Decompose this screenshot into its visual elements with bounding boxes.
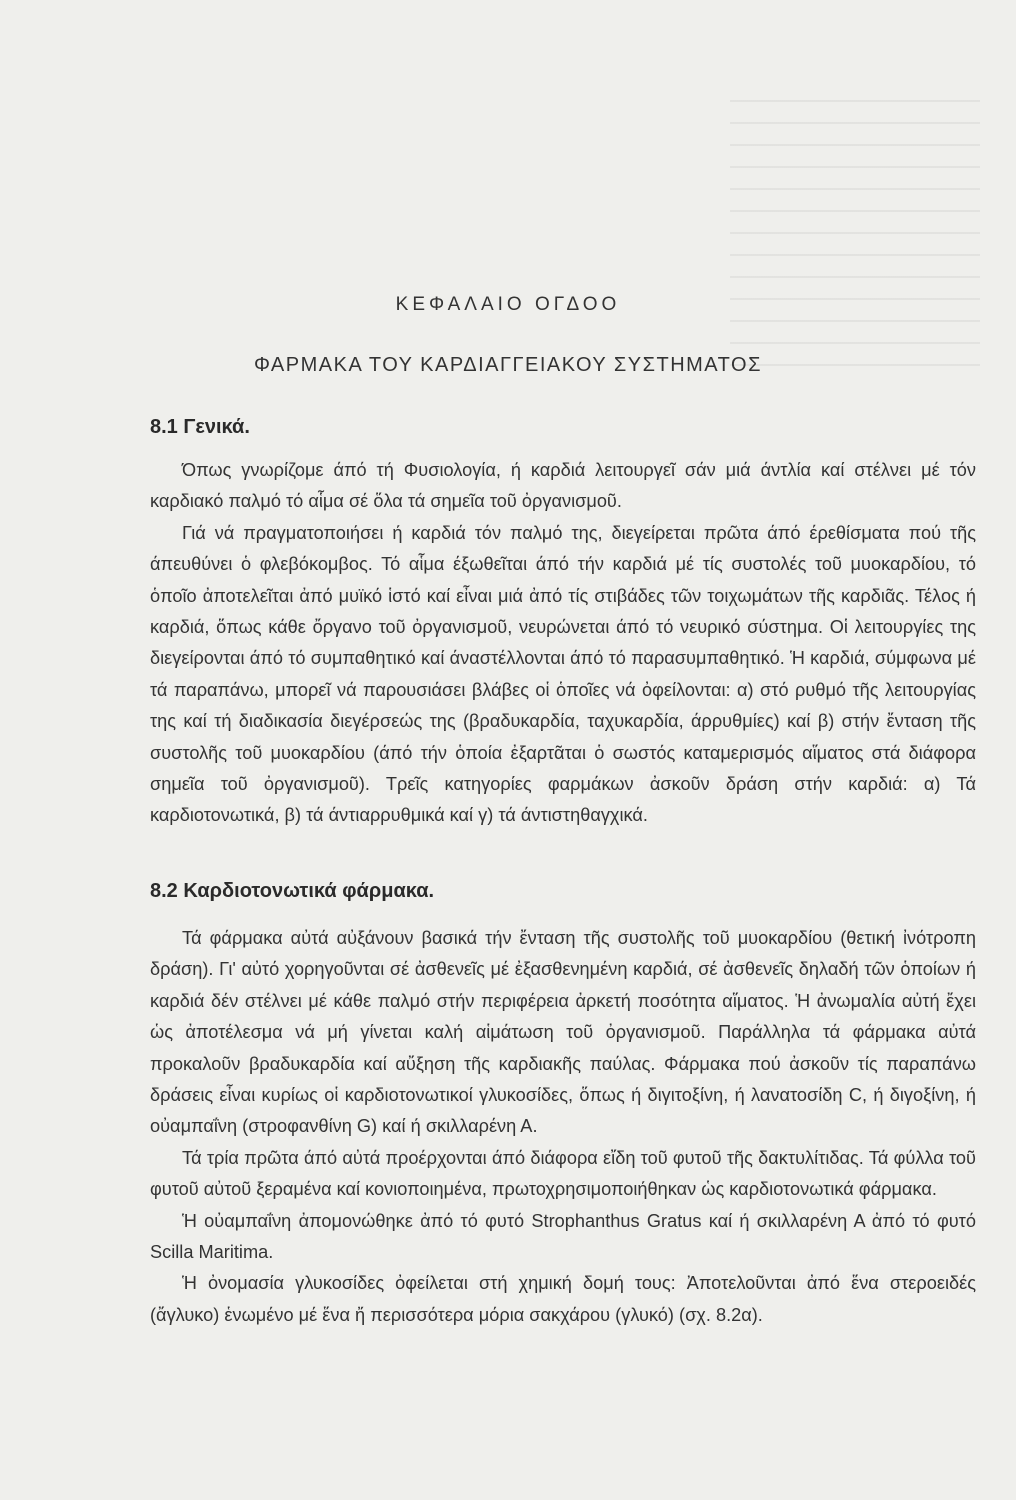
- section-body-8-1: [150, 455, 976, 832]
- paragraph: Ἡ ὀνομασία γλυκοσίδες ὀφείλεται στή χημική δομή τους: Ἀποτελοῦνται ἀπό ἕνα στεροειδές (ἄγλυκο) ἑνωμένο μέ ἕνα ἤ περισσότερα μόρια σακχάρου (γλυκό) (σχ. 8.2α).: [150, 1273, 976, 1325]
- paragraph: Γιά νά πραγματοποιήσει ή καρδιά τόν παλμό της, διεγείρεται πρῶτα άπό έρεθίσματα πού τῆς άπευθύνει ὁ φλεβόκομβος. Τό αἷμα έξωθεῖται άπό τήν καρδιά μέ τίς συστολές τοῦ μυοκαρδίου, τό ὁποῖο ἀποτελεῖται ἀπό μυϊκό ἱστό καί εἶναι μιά ἀπό τίς στιβάδες τῶν τοιχωμάτων τῆς καρδιᾶς. Τέλος ή καρδιά, ὅπως κάθε ὄργανο τοῦ ὀργανισμοῦ, νευρώνεται άπό τό νευρικό σύστημα. Οἱ λειτουργίες της διεγείρονται άπό τό συμπαθητικό καί άναστέλλονται άπό τό παρασυμπαθητικό. Ἡ καρδιά, σύμφωνα μέ τά παραπάνω, μπορεῖ νά παρουσιάσει βλάβες οἱ ὁποῖες νά ὀφείλονται: α) στό ρυθμό τῆς λειτουργίας της καί τή διαδικασία διεγέρσεώς της (βραδυκαρδία, ταχυκαρδία, άρρυθμίες) καί β) στήν ἔνταση τῆς συστολῆς τοῦ μυοκαρδίου (άπό τήν ὁποία ἐξαρτᾶται ὁ σωστός καταμερισμός αἵματος στά διάφορα σημεῖα τοῦ ὀργανισμοῦ). Τρεῖς κατηγορίες φαρμάκων ἀσκοῦν δράση στήν καρδιά: α) Τά καρδιοτονωτικά, β) τά άντιαρρυθμικά καί γ) τά άντιστηθαγχικά.: [150, 522, 976, 826]
- paragraph: Τά τρία πρῶτα άπό αὐτά προέρχονται άπό διάφορα εἴδη τοῦ φυτοῦ τῆς δακτυλίτιδας. Τά φύλλα τοῦ φυτοῦ αὐτοῦ ξεραμένα καί κονιοποιημένα, πρωτοχρησιμοποιήθηκαν ὡς καρδιοτονωτικά φάρμακα.: [150, 1147, 976, 1200]
- section-heading-8-2: 8.2 Καρδιοτονωτικά φάρμακα.: [150, 880, 435, 902]
- section-heading-8-1: 8.1 Γενικά.: [150, 416, 250, 438]
- show-through-shadow: [730, 100, 980, 380]
- paragraph: Ἡ οὐαμπαΐνη ἀπομονώθηκε ἀπό τό φυτό Strophanthus Gratus καί ή σκιλλαρένη Α ἀπό τό φυτό Scilla Maritima.: [150, 1210, 976, 1263]
- section-body-8-2: [150, 923, 976, 1331]
- chapter-title: ΦΑΡΜΑΚΑ ΤΟΥ ΚΑΡΔΙΑΓΓΕΙΑΚΟΥ ΣΥΣΤΗΜΑΤΟΣ: [254, 354, 762, 376]
- chapter-label: ΚΕΦΑΛΑΙΟ ΟΓΔΟΟ: [395, 294, 621, 315]
- paragraph: Τά φάρμακα αὐτά αὐξάνουν βασικά τήν ἔνταση τῆς συστολῆς τοῦ μυοκαρδίου (θετική ἰνότροπη δράση). Γι' αὐτό χορηγοῦνται σέ ἀσθενεῖς μέ ἐξασθενημένη καρδιά, σέ ἀσθενεῖς δηλαδή τῶν ὁποίων ή καρδιά δέν στέλνει μέ κάθε παλμό στήν περιφέρεια ἀρκετή ποσότητα αἵματος. Ἡ ἀνωμαλία αὐτή ἔχει ὡς ἀποτέλεσμα νά μή γίνεται καλή αἱμάτωση τοῦ ὀργανισμοῦ. Παράλληλα τά φάρμακα αὐτά προκαλοῦν βραδυκαρδία καί αὔξηση τῆς καρδιακῆς παύλας. Φάρμακα πού ἀσκοῦν τίς παραπάνω δράσεις εἶναι κυρίως οἱ καρδιοτονωτικοί γλυκοσίδες, ὅπως ή διγιτοξίνη, ή λανατοσίδη C, ή διγοξίνη, ή οὐαμπαΐνη (στροφανθίνη G) καί ή σκιλλαρένη Α.: [150, 928, 976, 1137]
- paragraph: Όπως γνωρίζομε άπό τή Φυσιολογία, ή καρδιά λειτουργεῖ σάν μιά άντλία καί στέλνει μέ τόν καρδιακό παλμό τό αἷμα σέ ὅλα τά σημεῖα τοῦ ὀργανισμοῦ.: [150, 460, 976, 512]
